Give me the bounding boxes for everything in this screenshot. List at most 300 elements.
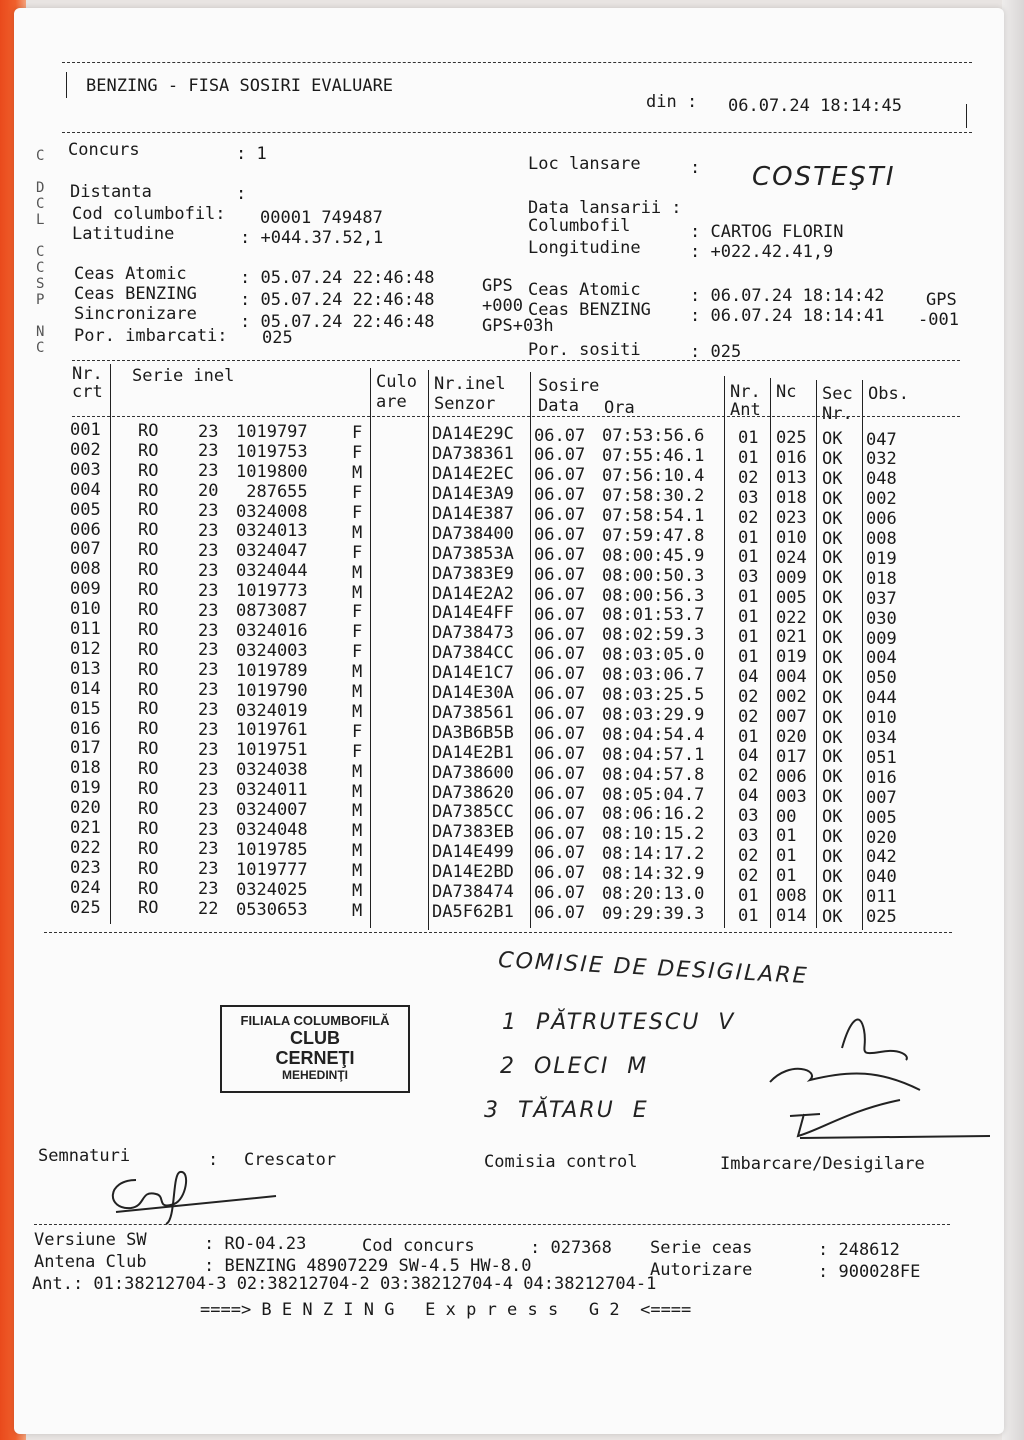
row-country: RO: [138, 599, 159, 620]
ceas-benzing-label: Ceas BENZING: [74, 284, 197, 304]
row-sensor: DA738400: [432, 523, 514, 544]
row-nc: 01: [776, 826, 797, 847]
row-nc: 007: [776, 707, 807, 728]
por-imbarcati-label: Por. imbarcati:: [74, 326, 228, 346]
row-antenna: 02: [738, 766, 759, 787]
loc-lansare-sep: :: [690, 158, 701, 178]
row-sensor: DA14E4FF: [432, 603, 514, 624]
table-row: [0, 539, 1000, 569]
row-time: 07:58:30.2: [602, 486, 705, 507]
row-sensor: DA14E387: [432, 503, 514, 524]
row-nc: 003: [776, 786, 807, 807]
arrival-ceas-atomic-label: Ceas Atomic: [528, 280, 641, 300]
row-date: 06.07: [534, 485, 586, 506]
row-sec: OK: [822, 429, 843, 450]
row-antenna: 04: [738, 746, 759, 767]
col-ora-header: Ora: [604, 398, 635, 418]
columbofil-value: : CARTOG FLORIN: [690, 222, 844, 242]
row-ring: 0324008: [236, 501, 308, 522]
row-country: RO: [138, 898, 159, 919]
row-nc: 008: [776, 886, 807, 907]
row-sensor: DA14E499: [432, 842, 514, 863]
row-date: 06.07: [534, 783, 586, 804]
row-nc: 005: [776, 587, 807, 608]
row-country: RO: [138, 659, 159, 680]
row-sensor: DA3B6B5B: [432, 722, 514, 743]
row-year: 23: [198, 521, 219, 542]
row-obs: 040: [866, 867, 897, 888]
crescator-label: Crescator: [244, 1150, 337, 1170]
row-antenna: 01: [738, 447, 759, 468]
row-date: 06.07: [534, 445, 586, 466]
row-date: 06.07: [534, 803, 586, 824]
row-nr: 024: [70, 877, 101, 898]
row-nc: 006: [776, 766, 807, 787]
row-ring: 0324047: [236, 541, 308, 562]
arrival-ceas-benzing-label: Ceas BENZING: [528, 300, 651, 320]
row-antenna: 01: [738, 726, 759, 747]
row-sex: M: [352, 761, 363, 782]
row-date: 06.07: [534, 604, 586, 625]
row-sex: M: [352, 662, 363, 683]
columbofil-label: Columbofil: [528, 216, 631, 236]
row-nc: 002: [776, 687, 807, 708]
data-lansarii-label: Data lansarii :: [528, 198, 682, 218]
ceas-benzing-suffix: +000: [482, 296, 523, 316]
row-year: 23: [198, 560, 219, 581]
row-nr: 012: [70, 638, 101, 659]
row-country: RO: [138, 699, 159, 720]
arrival-ceas-benzing-value: : 06.07.24 18:14:41: [690, 306, 885, 326]
col-nr-header: Nr.: [72, 364, 103, 384]
header-left-bar: [66, 72, 67, 98]
row-ring: 0530653: [236, 899, 308, 920]
row-sec: OK: [822, 827, 843, 848]
row-date: 06.07: [534, 863, 586, 884]
row-sex: M: [352, 682, 363, 703]
table-row: [0, 559, 1000, 589]
row-nc: 020: [776, 726, 807, 747]
row-sensor: DA738600: [432, 762, 514, 783]
row-sensor: DA738561: [432, 702, 514, 723]
semnaturi-sep: :: [208, 1150, 219, 1170]
row-country: RO: [138, 420, 159, 441]
row-year: 23: [198, 799, 219, 820]
row-ring: 1019797: [236, 421, 308, 442]
commission-signatures: [760, 1000, 1000, 1160]
row-sex: F: [352, 423, 363, 444]
row-antenna: 01: [738, 527, 759, 548]
row-sensor: DA73853A: [432, 543, 514, 564]
row-date: 06.07: [534, 843, 586, 864]
stamp-line-3: CERNEŢI: [275, 1048, 355, 1068]
row-year: 23: [198, 421, 219, 442]
row-year: 23: [198, 600, 219, 621]
row-sec: OK: [822, 767, 843, 788]
row-time: 08:14:17.2: [602, 844, 705, 865]
row-sex: M: [352, 900, 363, 921]
handwritten-commission-title: COMISIE DE DESIGILARE: [497, 947, 810, 990]
row-sex: M: [352, 861, 363, 882]
row-sensor: DA7385CC: [432, 802, 514, 823]
row-sex: F: [352, 542, 363, 563]
row-year: 23: [198, 660, 219, 681]
row-year: 23: [198, 720, 219, 741]
row-sensor: DA738620: [432, 782, 514, 803]
comisia-control-label: Comisia control: [484, 1152, 638, 1172]
row-antenna: 01: [738, 587, 759, 608]
row-ring: 0324019: [236, 700, 308, 721]
ceas-atomic-suffix: GPS: [482, 276, 513, 296]
row-date: 06.07: [534, 544, 586, 565]
row-date: 06.07: [534, 564, 586, 585]
row-obs: 032: [866, 449, 897, 470]
row-sex: M: [352, 562, 363, 583]
row-sensor: DA738474: [432, 882, 514, 903]
date-label: din :: [646, 92, 698, 112]
row-obs: 007: [866, 787, 897, 808]
row-nr: 007: [70, 539, 101, 560]
row-nr: 008: [70, 559, 101, 580]
row-sex: M: [352, 781, 363, 802]
row-obs: 047: [866, 429, 897, 450]
row-country: RO: [138, 818, 159, 839]
row-sec: OK: [822, 568, 843, 589]
col-nrinel-header: Nr.inel: [434, 374, 506, 394]
col-ant-header-2: Ant: [730, 400, 761, 420]
row-sex: F: [352, 642, 363, 663]
row-obs: 050: [866, 668, 897, 689]
sincronizare-suffix: GPS+03h: [482, 316, 554, 336]
row-sec: OK: [822, 528, 843, 549]
row-antenna: 01: [738, 428, 759, 449]
row-sec: OK: [822, 628, 843, 649]
row-year: 23: [198, 759, 219, 780]
row-country: RO: [138, 779, 159, 799]
row-country: RO: [138, 798, 159, 819]
row-country: RO: [138, 540, 159, 561]
row-date: 06.07: [534, 763, 586, 784]
row-obs: 009: [866, 628, 897, 649]
row-sec: OK: [822, 886, 843, 907]
row-time: 08:04:57.1: [602, 744, 705, 765]
row-year: 23: [198, 700, 219, 721]
ceas-atomic-label: Ceas Atomic: [74, 264, 187, 284]
semnaturi-label: Semnaturi: [38, 1146, 131, 1166]
row-nc: 025: [776, 428, 807, 449]
row-year: 23: [198, 461, 219, 482]
row-country: RO: [138, 878, 159, 899]
row-sex: M: [352, 881, 363, 902]
row-year: 23: [198, 640, 219, 661]
row-sensor: DA14E3A9: [432, 484, 514, 505]
row-year: 23: [198, 859, 219, 880]
row-sec: OK: [822, 647, 843, 668]
row-time: 08:01:53.7: [602, 605, 705, 626]
row-year: 23: [198, 680, 219, 701]
row-time: 08:20:13.0: [602, 884, 705, 905]
stamp-line-4: MEHEDINŢI: [282, 1068, 348, 1082]
antenna-list: Ant.: 01:38212704-3 02:38212704-2 03:38212704-4 04:38212704-1: [32, 1274, 657, 1294]
row-time: 07:53:56.6: [602, 426, 705, 447]
row-nc: 010: [776, 527, 807, 548]
row-sex: M: [352, 522, 363, 543]
por-imbarcati-value: 025: [262, 328, 293, 348]
row-date: 06.07: [534, 684, 586, 705]
row-nr: 006: [70, 519, 101, 540]
row-sex: F: [352, 502, 363, 523]
row-antenna: 04: [738, 786, 759, 807]
row-year: 20: [198, 481, 219, 502]
row-date: 06.07: [534, 584, 586, 605]
row-sec: OK: [822, 608, 843, 629]
row-nr: 023: [70, 857, 101, 878]
footer-top-dash: [34, 1224, 950, 1225]
table-row: [0, 778, 1000, 808]
row-sensor: DA7383EB: [432, 822, 514, 843]
row-sex: M: [352, 841, 363, 862]
row-sensor: DA14E2BD: [432, 862, 514, 883]
cod-concurs-label: Cod concurs: [362, 1236, 475, 1256]
row-date: 06.07: [534, 525, 586, 546]
row-ring: 0324016: [236, 620, 308, 641]
row-sensor: DA7384CC: [432, 643, 514, 664]
row-obs: 018: [866, 568, 897, 589]
row-obs: 004: [866, 648, 897, 669]
antena-club-label: Antena Club: [34, 1252, 147, 1272]
row-ring: 0324044: [236, 561, 308, 582]
row-antenna: 02: [738, 686, 759, 707]
row-obs: 025: [866, 907, 897, 928]
row-sex: F: [352, 622, 363, 643]
crescator-signature: [96, 1160, 296, 1230]
row-obs: 034: [866, 728, 897, 749]
row-nr: 018: [70, 758, 101, 779]
row-country: RO: [138, 858, 159, 879]
row-nr: 003: [70, 459, 101, 480]
row-nr: 019: [70, 778, 101, 799]
row-sec: OK: [822, 906, 843, 927]
row-date: 06.07: [534, 883, 586, 904]
col-culoare-header: Culo: [376, 372, 417, 392]
row-sensor: DA14E29C: [432, 424, 514, 445]
row-nc: 009: [776, 567, 807, 588]
antena-club-value: : BENZING 48907229 SW-4.5 HW-8.0: [204, 1256, 532, 1276]
row-time: 07:55:46.1: [602, 446, 705, 467]
versiune-sw-value: : RO-04.23: [204, 1234, 307, 1254]
row-sec: OK: [822, 508, 843, 529]
row-sensor: DA14E1C7: [432, 663, 514, 684]
col-sosire-header: Sosire: [538, 376, 600, 396]
row-nc: 00: [776, 806, 797, 827]
row-time: 08:00:45.9: [602, 545, 705, 566]
col-sec-nr-header: Nr.: [822, 404, 853, 424]
concurs-label: Concurs: [68, 140, 140, 160]
row-ring: 1019789: [236, 660, 308, 681]
row-sex: M: [352, 801, 363, 822]
cod-columbofil-value: 00001 749487: [260, 208, 383, 228]
loc-lansare-handwritten: COSTEŞTI: [752, 162, 896, 192]
row-obs: 011: [866, 887, 897, 908]
row-time: 08:03:05.0: [602, 645, 705, 666]
row-obs: 016: [866, 767, 897, 788]
row-sec: OK: [822, 488, 843, 509]
row-nr: 016: [70, 718, 101, 739]
row-sec: OK: [822, 548, 843, 569]
row-obs: 005: [866, 807, 897, 828]
row-nr: 002: [70, 439, 101, 460]
col-culoare-header-2: are: [376, 392, 407, 412]
sincronizare-label: Sincronizare: [74, 304, 197, 324]
row-country: RO: [138, 838, 159, 859]
row-sensor: DA14E2EC: [432, 464, 514, 485]
row-year: 23: [198, 580, 219, 601]
row-time: 08:04:54.4: [602, 724, 705, 745]
header-top-dash: [62, 62, 972, 63]
row-ring: 1019773: [236, 581, 308, 602]
row-obs: 042: [866, 847, 897, 868]
autorizare-label: Autorizare: [650, 1260, 753, 1280]
col-senzor-header: Senzor: [434, 394, 496, 414]
table-row: [0, 579, 1000, 609]
ceas-atomic-value: : 05.07.24 22:46:48: [240, 268, 435, 288]
row-date: 06.07: [534, 425, 586, 446]
row-country: RO: [138, 560, 159, 581]
versiune-sw-label: Versiune SW: [34, 1230, 147, 1250]
row-time: 08:06:16.2: [602, 804, 705, 825]
row-year: 23: [198, 839, 219, 860]
row-nc: 014: [776, 906, 807, 927]
row-nr: 021: [70, 818, 101, 838]
row-time: 08:03:06.7: [602, 665, 705, 686]
row-nr: 004: [70, 479, 101, 500]
row-ring: 1019753: [236, 441, 308, 462]
row-nr: 013: [70, 658, 101, 679]
concurs-value: : 1: [236, 144, 267, 164]
row-nc: 01: [776, 866, 797, 887]
row-sec: OK: [822, 807, 843, 828]
latitudine-value: : +044.37.52,1: [240, 228, 384, 248]
date-value: 06.07.24 18:14:45: [728, 96, 902, 116]
row-time: 08:14:32.9: [602, 864, 705, 885]
row-sensor: DA738361: [432, 444, 514, 465]
row-date: 06.07: [534, 644, 586, 665]
row-date: 06.07: [534, 823, 586, 844]
row-ring: 1019777: [236, 859, 308, 880]
row-nr: 017: [70, 738, 101, 759]
margin-fragments: C D C L C C S P N C: [36, 148, 45, 356]
row-nc: 019: [776, 647, 807, 668]
row-country: RO: [138, 619, 159, 640]
row-nc: 023: [776, 508, 807, 529]
por-sositi-label: Por. sositi: [528, 340, 641, 360]
row-country: RO: [138, 520, 159, 541]
row-sensor: DA5F62B1: [432, 901, 514, 922]
table-row: [0, 758, 1000, 788]
document-title: BENZING - FISA SOSIRI EVALUARE: [86, 76, 394, 96]
row-ring: 0324025: [236, 879, 308, 900]
row-ring: 1019761: [236, 720, 308, 741]
row-ring: 0324038: [236, 760, 308, 781]
row-date: 06.07: [534, 624, 586, 645]
paper-stack-edge: [1002, 0, 1024, 1440]
row-sensor: DA14E2B1: [432, 742, 514, 763]
row-sensor: DA14E30A: [432, 683, 514, 704]
row-time: 07:56:10.4: [602, 466, 705, 487]
cod-columbofil-label: Cod columbofil:: [72, 204, 226, 224]
row-antenna: 01: [738, 646, 759, 667]
row-obs: 048: [866, 469, 897, 490]
row-obs: 008: [866, 529, 897, 550]
row-country: RO: [138, 739, 159, 760]
row-year: 23: [198, 879, 219, 900]
arrival-ceas-atomic-suffix: GPS: [926, 290, 957, 310]
row-sec: OK: [822, 727, 843, 748]
row-time: 07:58:54.1: [602, 505, 705, 526]
row-antenna: 01: [738, 607, 759, 628]
row-obs: 010: [866, 708, 897, 729]
club-stamp: [220, 1005, 410, 1093]
row-antenna: 02: [738, 845, 759, 866]
row-ring: 1019785: [236, 839, 308, 860]
row-sec: OK: [822, 747, 843, 768]
stamp-line-2: CLUB: [290, 1028, 340, 1048]
row-time: 07:59:47.8: [602, 525, 705, 546]
stamp-line-1: FILIALA COLUMBOFILĂ: [240, 1013, 390, 1028]
autorizare-value: : 900028FE: [818, 1262, 921, 1282]
row-nc: 021: [776, 627, 807, 648]
row-year: 23: [198, 441, 219, 462]
row-date: 06.07: [534, 505, 586, 526]
row-time: 08:00:50.3: [602, 565, 705, 586]
row-sec: OK: [822, 588, 843, 609]
row-sex: F: [352, 483, 363, 504]
row-ring: 1019790: [236, 680, 308, 701]
row-nc: 018: [776, 488, 807, 509]
header-bottom-dash: [62, 132, 972, 133]
col-ant-header: Nr.: [730, 382, 761, 402]
row-country: RO: [138, 440, 159, 461]
row-nr: 010: [70, 599, 101, 620]
col-sec-header: Sec: [822, 384, 853, 404]
table-row: [0, 738, 1000, 768]
row-antenna: 01: [738, 627, 759, 648]
ceas-benzing-value: : 05.07.24 22:46:48: [240, 290, 435, 310]
row-obs: 019: [866, 548, 897, 569]
row-country: RO: [138, 460, 159, 481]
row-nr: 009: [70, 579, 101, 600]
row-nr: 014: [70, 678, 101, 699]
handwritten-member-3: 3 TĂTARU E: [484, 1098, 649, 1123]
row-sec: OK: [822, 846, 843, 867]
row-sex: M: [352, 821, 363, 842]
row-antenna: 02: [738, 467, 759, 488]
row-sec: OK: [822, 448, 843, 469]
row-obs: 037: [866, 588, 897, 609]
row-antenna: 01: [738, 905, 759, 926]
row-sec: OK: [822, 687, 843, 708]
row-time: 09:29:39.3: [602, 903, 705, 924]
row-antenna: 02: [738, 865, 759, 886]
row-time: 08:05:04.7: [602, 784, 705, 805]
row-time: 08:00:56.3: [602, 585, 705, 606]
row-year: 23: [198, 739, 219, 760]
serie-ceas-value: : 248612: [818, 1240, 900, 1260]
distanta-label: Distanta: [70, 182, 152, 202]
por-sositi-value: : 025: [690, 342, 742, 362]
serie-ceas-label: Serie ceas: [650, 1238, 753, 1258]
row-antenna: 03: [738, 826, 759, 847]
